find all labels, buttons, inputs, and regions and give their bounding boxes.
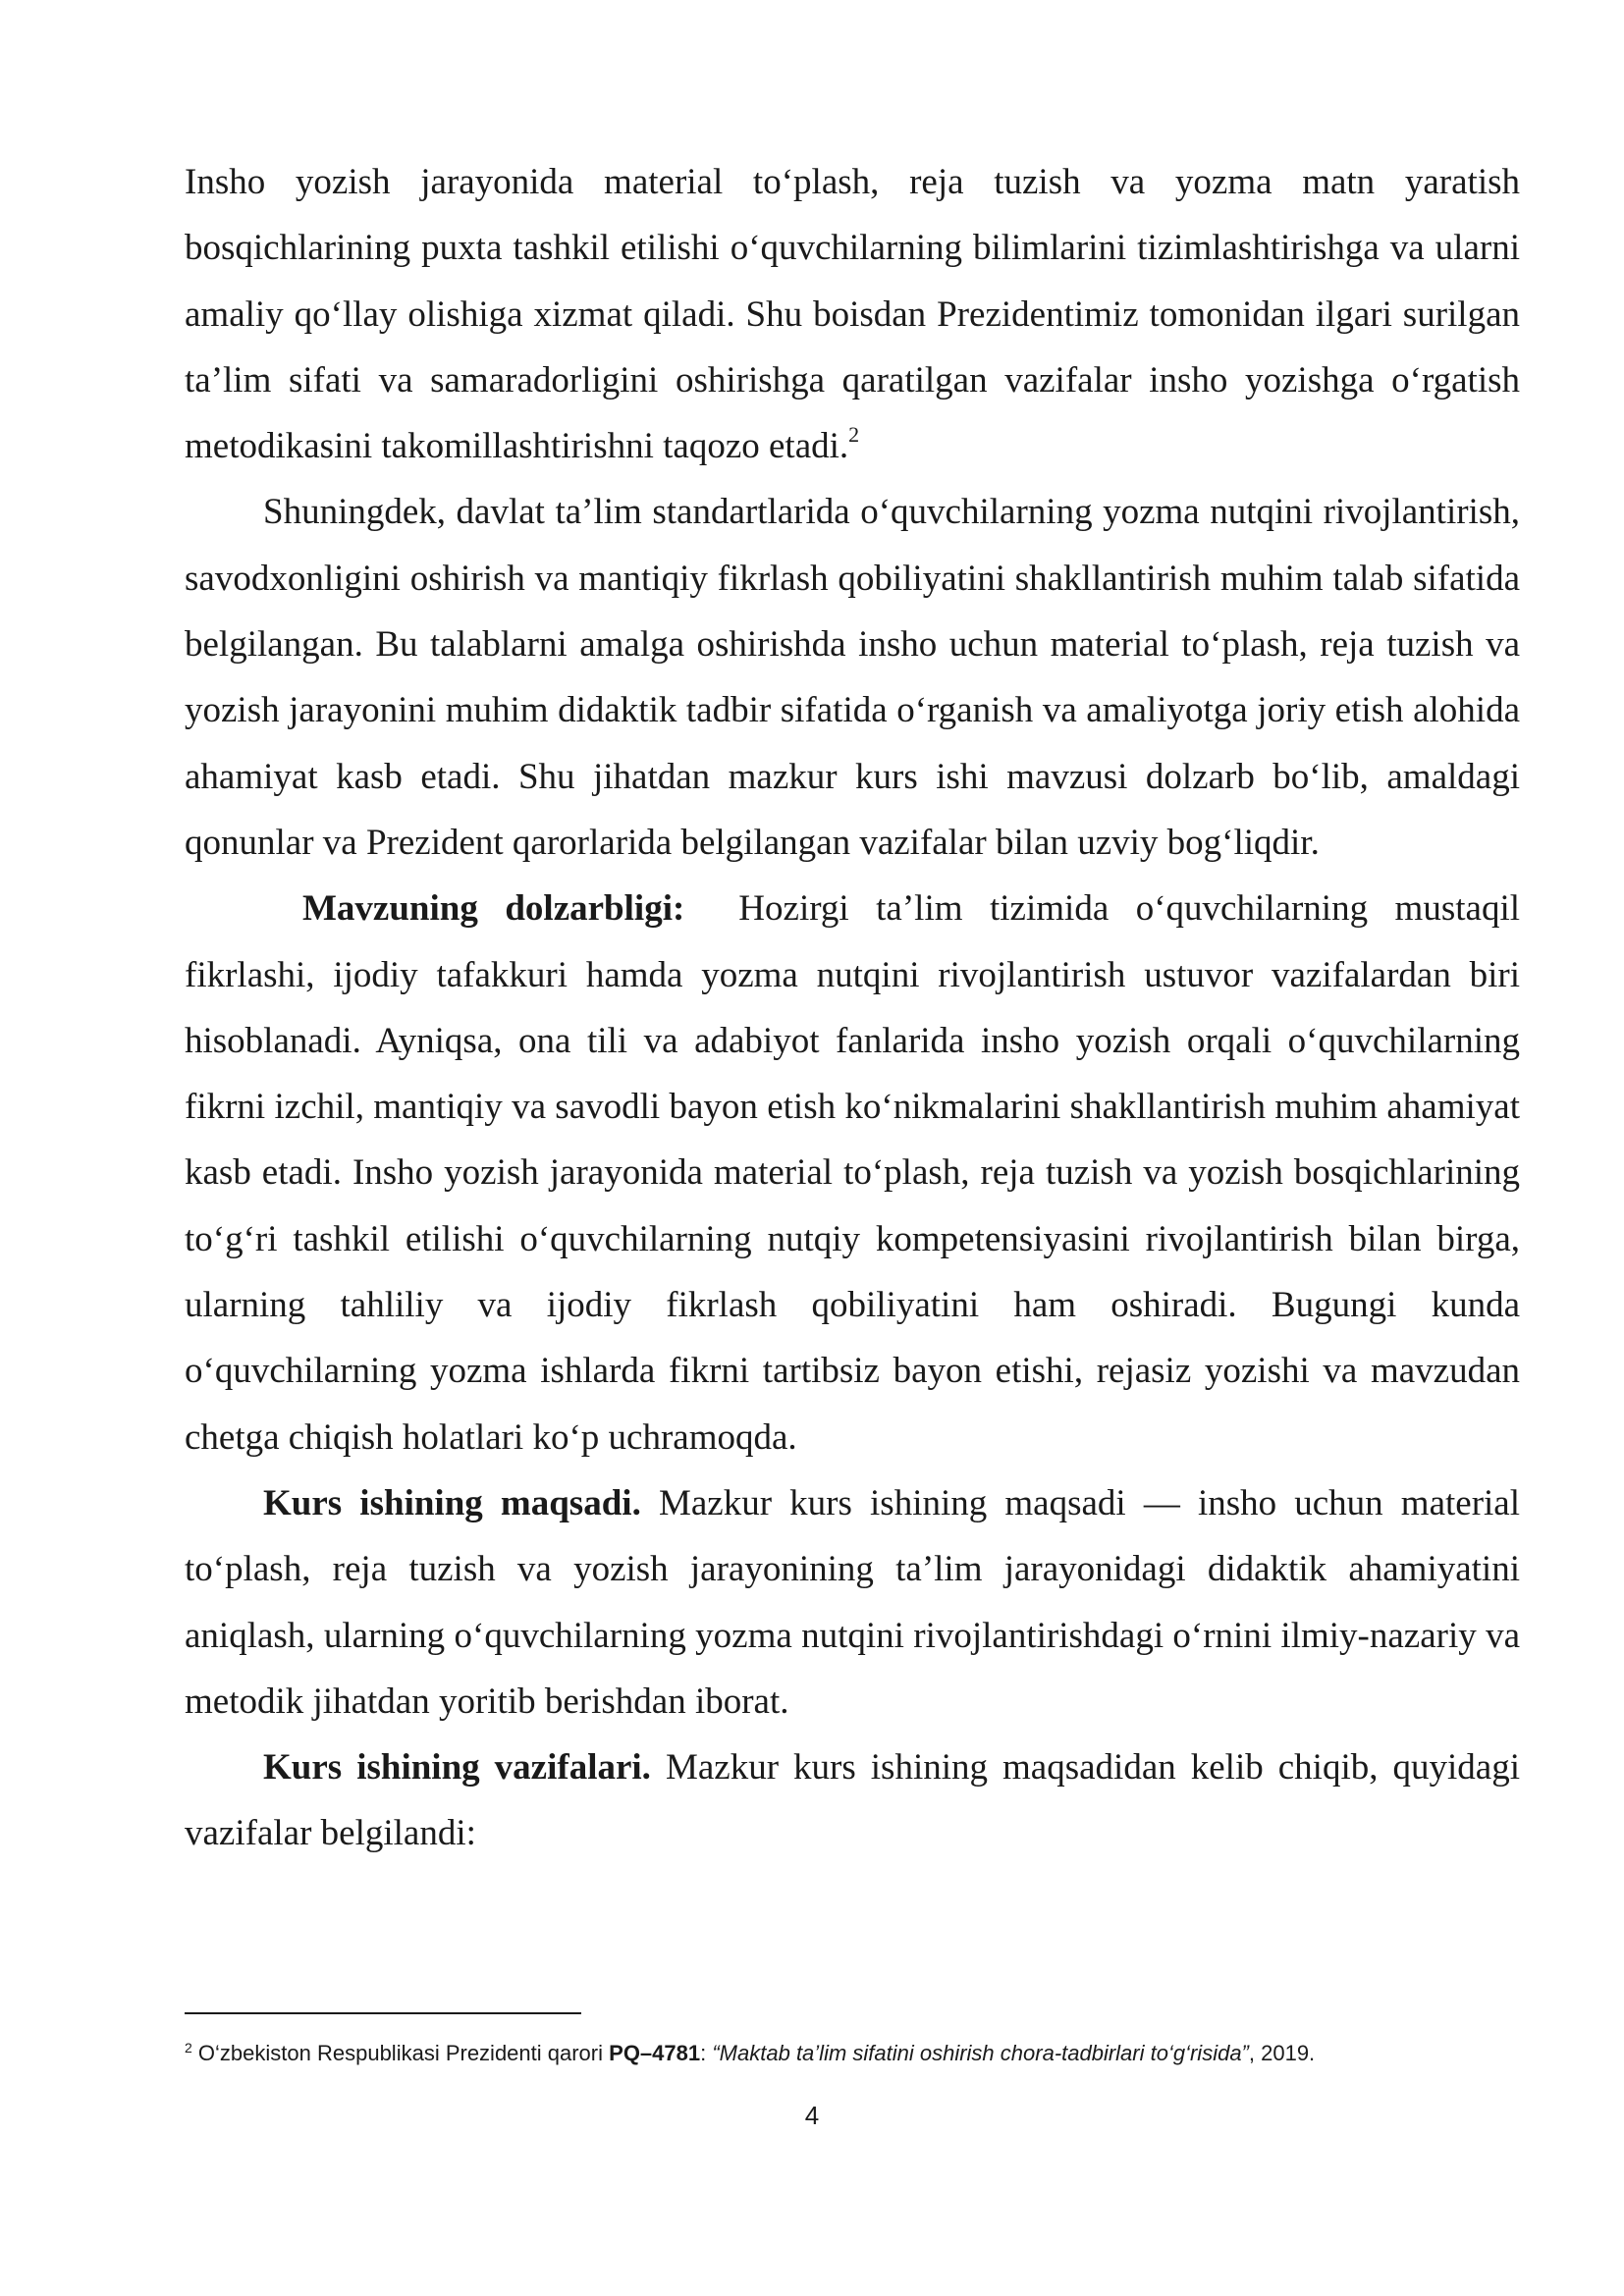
page-number: 4	[804, 2101, 820, 2130]
footnote-separator	[185, 2012, 581, 2014]
paragraph-text: Insho yozish jarayonida material to‘plash, reja tuzish va yozma matn yaratish bosqichlarining puxta tashkil etilishi o‘quvchilarning bilimlarini tizimlashtirishga va ularni amaliy qo‘llay olishiga xizmat qiladi. Shu boisdan Prezidentimiz tomonidan ilgari surilgan ta’lim sifati va samaradorligini oshirishga qaratilgan vazifalar insho yozishga o‘rgatish metodikasini takomillashtirishni taqozo etadi.	[185, 162, 1520, 467]
paragraph-text: Mazkur kurs ishining maqsadi — insho uchun material to‘plash, reja tuzish va yozish jarayonining ta’lim jarayonidagi didaktik ahamiyatini aniqlash, ularning o‘quvchilarning yozma nutqini rivojlantirishdagi o‘rnini ilmiy-nazariy va metodik jihatdan yoritib berishdan iborat.	[185, 1482, 1521, 1722]
paragraph-relevance	[185, 876, 1520, 1470]
footnote-reference: 2	[848, 422, 860, 448]
paragraph-text: Mazkur kurs ishining maqsadidan kelib chiqib, quyidagi vazifalar belgilandi:	[185, 1747, 1520, 1854]
document-body	[185, 149, 1520, 1867]
footnote-year: , 2019.	[1248, 2041, 1316, 2065]
paragraph-goal	[185, 1470, 1520, 1735]
section-heading-tasks: Kurs ishining vazifalari.	[263, 1747, 651, 1789]
section-heading-relevance: Mavzuning dolzarbligi:	[302, 888, 685, 930]
paragraph-text: Hozirgi ta’lim tizimida o‘quvchilarning mustaqil fikrlashi, ijodiy tafakkuri hamda yozma nutqini rivojlantirish ustuvor vazifalardan biri hisoblanadi. Ayniqsa, ona tili va adabiyot fanlarida insho yozish orqali o‘quvchilarning fikrni izchil, mantiqiy va savodli bayon etish ko‘nikmalarini shakllantirish muhim ahamiyat kasb etadi. Insho yozish jarayonida material to‘plash, reja tuzish va yozish bosqichlarining to‘g‘ri tashkil etilishi o‘quvchilarning nutqiy kompetensiyasini rivojlantirish bilan birga, ularning tahliliy va ijodiy fikrlash qobiliyatini ham oshiradi. Bugungi kunda o‘quvchilarning yozma ishlarda fikrni tartibsiz bayon etishi, rejasiz yozishi va mavzudan chetga chiqish holatlari ko‘p uchramoqda.	[185, 888, 1520, 1458]
paragraph-tasks	[185, 1735, 1520, 1867]
footnote-colon: :	[700, 2041, 707, 2065]
paragraph-standards	[185, 479, 1520, 876]
footnote-title: “Maktab ta’lim sifatini oshirish chora-tadbirlari to‘g‘risida”	[712, 2041, 1249, 2065]
section-heading-goal: Kurs ishining maqsadi.	[263, 1482, 641, 1523]
footnote	[185, 2037, 1520, 2069]
paragraph-text: Shuningdek, davlat ta’lim standartlarida o‘quvchilarning yozma nutqini rivojlantirish, savodxonligini oshirish va mantiqiy fikrlash qobiliyatini shakllantirish muhim talab sifatida belgilangan. Bu talablarni amalga oshirishda insho uchun material to‘plash, reja tuzish va yozish jarayonini muhim didaktik tadbir sifatida o‘rganish va amaliyotga joriy etish alohida ahamiyat kasb etadi. Shu jihatdan mazkur kurs ishi mavzusi dolzarb bo‘lib, amaldagi qonunlar va Prezident qarorlarida belgilangan vazifalar bilan uzviy bog‘liqdir.	[185, 492, 1520, 863]
footnote-text: O‘zbekiston Respublikasi Prezidenti qarori	[197, 2041, 604, 2065]
footnote-number: 2	[185, 2040, 192, 2056]
paragraph-intro	[185, 149, 1520, 479]
footnote-decree-id: PQ–4781	[609, 2041, 701, 2065]
